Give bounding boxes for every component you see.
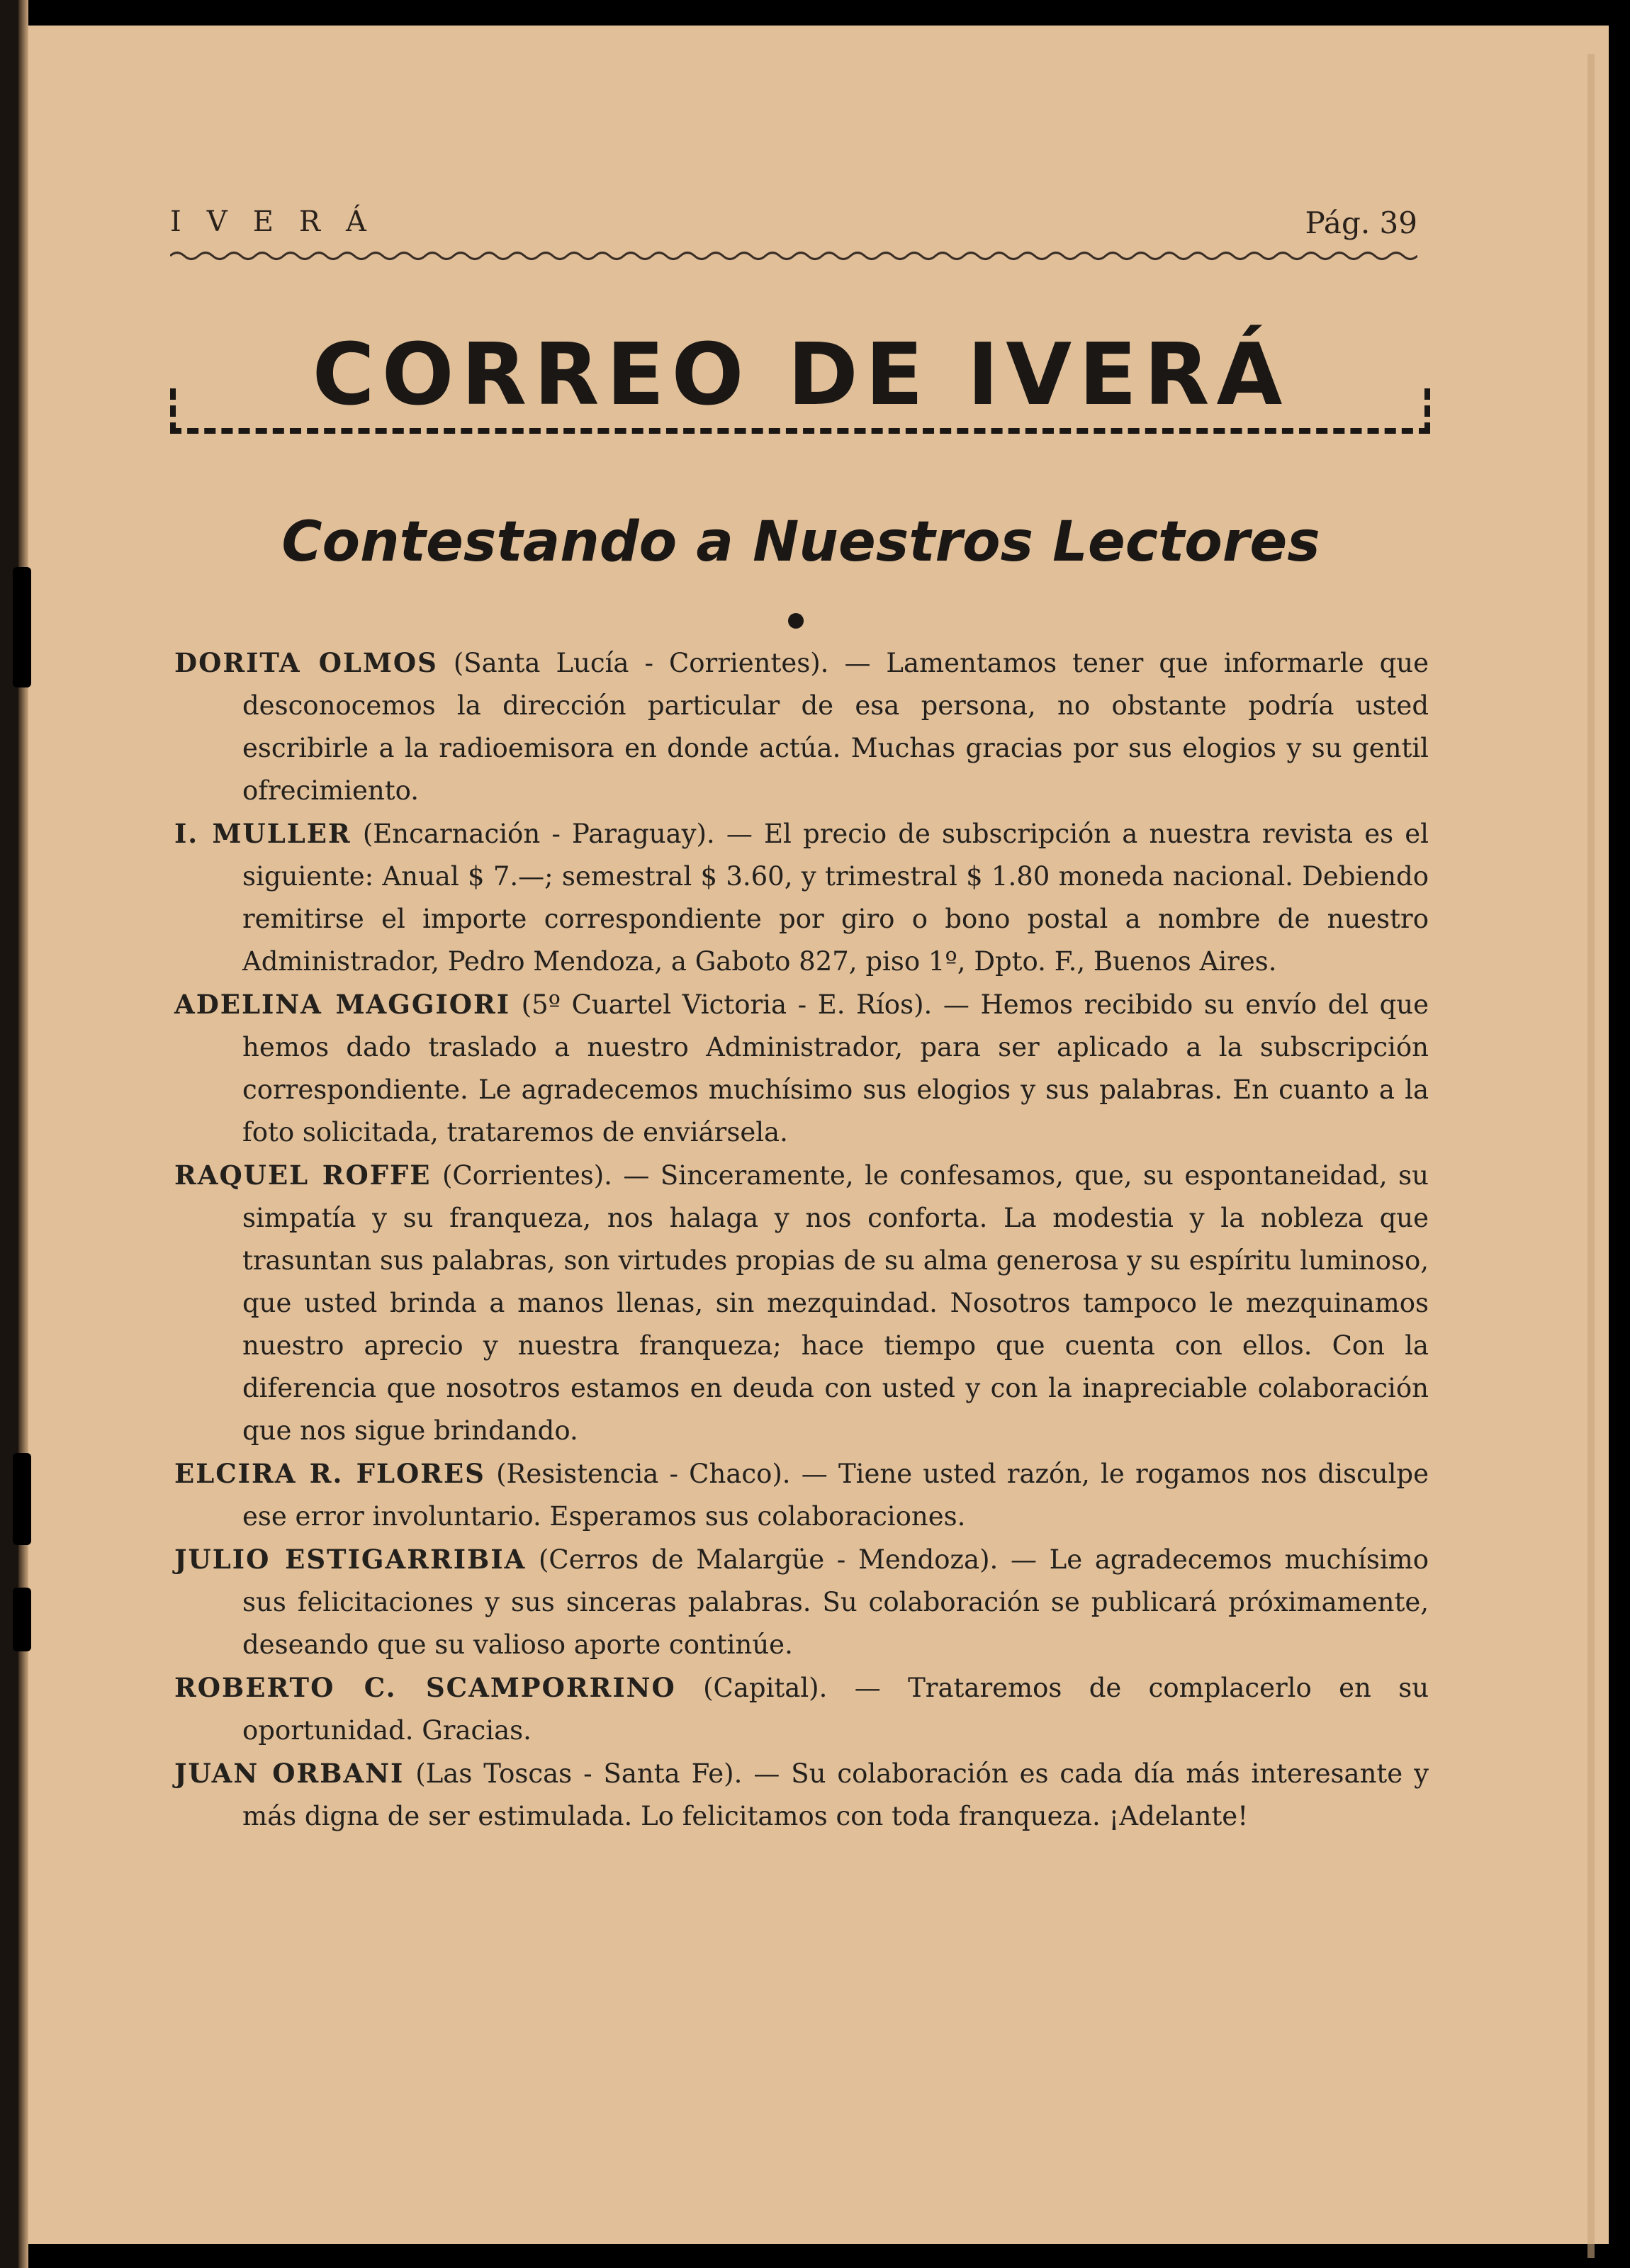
reply-entry xyxy=(174,1452,1429,1538)
reader-location: (Las Toscas - Santa Fe). xyxy=(415,1758,743,1789)
reader-location: (Santa Lucía - Corrientes). xyxy=(453,648,829,678)
reply-entry xyxy=(174,641,1429,812)
reply-entry xyxy=(174,1752,1429,1838)
reply-text: — Tiene usted razón, le rogamos nos disculpe ese error involuntario. Esperamos sus colaboraciones. xyxy=(242,1459,1429,1532)
reply-text: — Trataremos de complacerlo en su oportunidad. Gracias. xyxy=(242,1673,1429,1746)
spine-edge xyxy=(18,0,28,2268)
bullet-ornament xyxy=(788,613,804,629)
reply-text: — Le agradecemos muchísimo sus felicitaciones y sus sinceras palabras. Su colaboración se publicará próximamente, deseando que su valioso aporte continúe. xyxy=(242,1544,1429,1660)
magazine-name: IVERÁ xyxy=(170,206,392,238)
reply-text: — Sinceramente, le confesamos, que, su espontaneidad, su simpatía y su franqueza, nos halaga y nos conforta. La modestia y la nobleza que trasuntan sus palabras, son virtudes propias de su alma generosa y su espíritu luminoso, que usted brinda a manos llenas, sin mezquindad. Nosotros tampoco le mezquinamos nuestro aprecio y nuestra franqueza; hace tiempo que cuenta con ellos. Con la diferencia que nosotros estamos en deuda con usted y con la inapreciable colaboración que nos sigue brindando. xyxy=(242,1160,1429,1446)
reader-location: (5º Cuartel Victoria - E. Ríos). xyxy=(521,989,933,1020)
reader-name: ELCIRA R. FLORES xyxy=(174,1458,485,1489)
page-number: Pág. 39 xyxy=(1305,206,1417,240)
reply-entry xyxy=(174,983,1429,1154)
reader-name: RAQUEL ROFFE xyxy=(174,1160,432,1191)
reply-entry xyxy=(174,1538,1429,1666)
binding-hole xyxy=(13,1453,31,1545)
binding-hole xyxy=(13,1588,31,1651)
reader-location: (Capital). xyxy=(703,1673,828,1703)
section-banner xyxy=(170,326,1432,468)
reader-location: (Resistencia - Chaco). xyxy=(496,1459,791,1489)
reader-name: DORITA OLMOS xyxy=(174,647,438,678)
reply-entry xyxy=(174,812,1429,983)
wavy-rule xyxy=(170,249,1417,262)
reply-entry xyxy=(174,1666,1429,1752)
reader-name: ADELINA MAGGIORI xyxy=(174,989,511,1020)
running-head xyxy=(170,206,1417,248)
reader-name: I. MULLER xyxy=(174,818,352,849)
section-title: CORREO DE IVERÁ xyxy=(312,326,1290,425)
reply-text: — Lamentamos tener que informarle que desconocemos la dirección particular de esa persona, no obstante podría usted escribirle a la radioemisora en donde actúa. Muchas gracias por sus elogios y su gentil ofrecimiento. xyxy=(242,648,1429,806)
reader-location: (Cerros de Malargüe - Mendoza). xyxy=(538,1544,999,1575)
reader-name: ROBERTO C. SCAMPORRINO xyxy=(174,1672,676,1703)
binding-hole xyxy=(13,567,31,687)
reply-text: — Su colaboración es cada día más interesante y más digna de ser estimulada. Lo felicitamos con toda franqueza. ¡Adelante! xyxy=(242,1758,1429,1831)
reader-location: (Corrientes). xyxy=(442,1160,612,1191)
section-subtitle: Contestando a Nuestros Lectores xyxy=(281,510,1320,574)
reply-entry xyxy=(174,1154,1429,1452)
reply-text: — Hemos recibido su envío del que hemos dado traslado a nuestro Administrador, para ser aplicado a la subscripción correspondiente. Le agradecemos muchísimo sus elogios y sus palabras. En cuanto a la foto solicitada, trataremos de enviársela. xyxy=(242,989,1429,1147)
reader-replies xyxy=(174,641,1429,1838)
reader-location: (Encarnación - Paraguay). xyxy=(362,819,715,849)
page-edge xyxy=(1587,54,1595,2258)
reader-name: JULIO ESTIGARRIBIA xyxy=(174,1544,527,1575)
reader-name: JUAN ORBANI xyxy=(174,1758,405,1789)
reply-text: — El precio de subscripción a nuestra revista es el siguiente: Anual $ 7.—; semestral $ 3.60, y trimestral $ 1.80 moneda nacional. Debiendo remitirse el importe correspondiente por giro o bono postal a nombre de nuestro Administrador, Pedro Mendoza, a Gaboto 827, piso 1º, Dpto. F., Buenos Aires. xyxy=(242,819,1429,977)
